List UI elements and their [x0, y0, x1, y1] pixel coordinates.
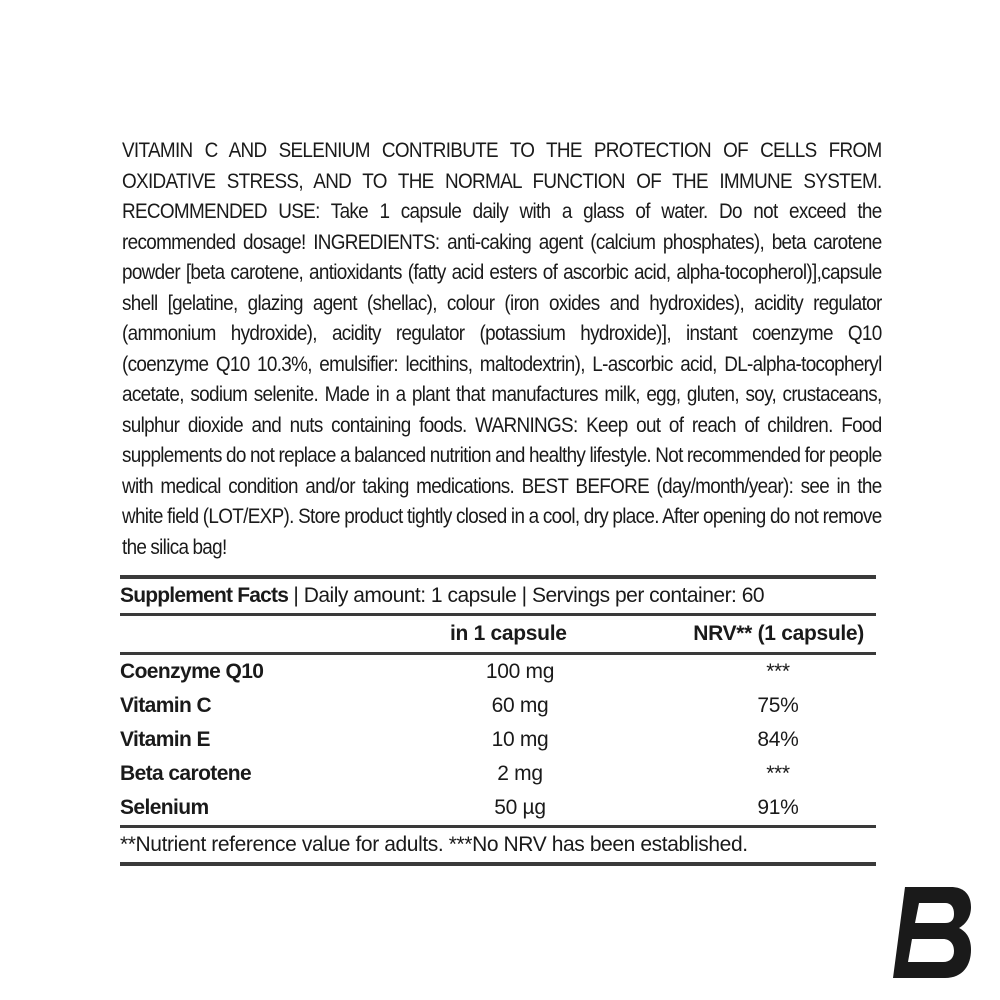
nutrient-name: Vitamin E	[120, 728, 210, 751]
column-header-name	[120, 616, 420, 652]
nutrient-amount: 2 mg	[497, 762, 543, 785]
facts-header	[120, 579, 876, 613]
column-header-nrv: NRV** (1 capsule)	[693, 622, 864, 645]
nutrient-nrv: 91%	[757, 796, 799, 819]
table-row	[120, 791, 876, 825]
table-row	[120, 757, 876, 791]
nutrient-nrv: ***	[766, 660, 790, 683]
table-row	[120, 689, 876, 723]
facts-title: Supplement Facts	[120, 584, 289, 607]
column-header-amount: in 1 capsule	[450, 622, 567, 645]
nutrient-amount: 100 mg	[485, 660, 555, 683]
divider	[120, 862, 876, 866]
label-paragraph: VITAMIN C AND SELENIUM CONTRIBUTE TO THE PROTECTION OF CELLS FROM OXIDATIVE STRESS, AND TO THE NORMAL FUNCTION OF THE IMMUNE SYSTEM. RECOMMENDED USE: Take 1 capsule daily with a glass of water. Do not exceed the recommended dosage! INGREDIENTS: anti-caking agent (calcium phosphates), beta carotene powder [beta carotene, antioxidants (fatty acid esters of ascorbic acid, alpha-tocopherol)],capsule shell [gelatine, glazing agent (shellac), colour (iron oxides and hydroxides), acidity regulator (ammonium hydroxide), acidity regulator (potassium hydroxide)], instant coenzyme Q10 (coenzyme Q10 10.3%, emulsifier: lecithins, maltodextrin), L-ascorbic acid, DL-alpha-tocopheryl acetate, sodium selenite. Made in a plant that manufactures milk, egg, gluten, soy, crustaceans, sulphur dioxide and nuts containing foods. WARNINGS: Keep out of reach of children. Food supplements do not replace a balanced nutrition and healthy lifestyle. Not recommended for people with medical condition and/or taking medications. BEST BEFORE (day/month/year): see in the white field (LOT/EXP). Store product tightly closed in a cool, dry place. After opening do not remove the silica bag!	[122, 139, 882, 559]
nutrient-amount: 60 mg	[491, 694, 549, 717]
nutrient-amount: 50 µg	[494, 796, 546, 819]
nutrient-name: Selenium	[120, 796, 209, 819]
nutrient-amount: 10 mg	[491, 728, 549, 751]
nutrient-nrv: 84%	[757, 728, 799, 751]
column-header-row	[120, 616, 876, 652]
table-row	[120, 655, 876, 689]
supplement-facts-table	[120, 575, 876, 866]
facts-subtitle: | Daily amount: 1 capsule | Servings per container: 60	[288, 584, 765, 607]
brand-b-logo	[893, 885, 973, 980]
table-row	[120, 723, 876, 757]
footnote: **Nutrient reference value for adults. ***No NRV has been established.	[120, 833, 748, 856]
nutrient-name: Beta carotene	[120, 762, 252, 785]
nutrient-nrv: 75%	[757, 694, 799, 717]
nutrient-name: Vitamin C	[120, 694, 212, 717]
nutrient-name: Coenzyme Q10	[120, 660, 264, 683]
nutrient-nrv: ***	[766, 762, 790, 785]
